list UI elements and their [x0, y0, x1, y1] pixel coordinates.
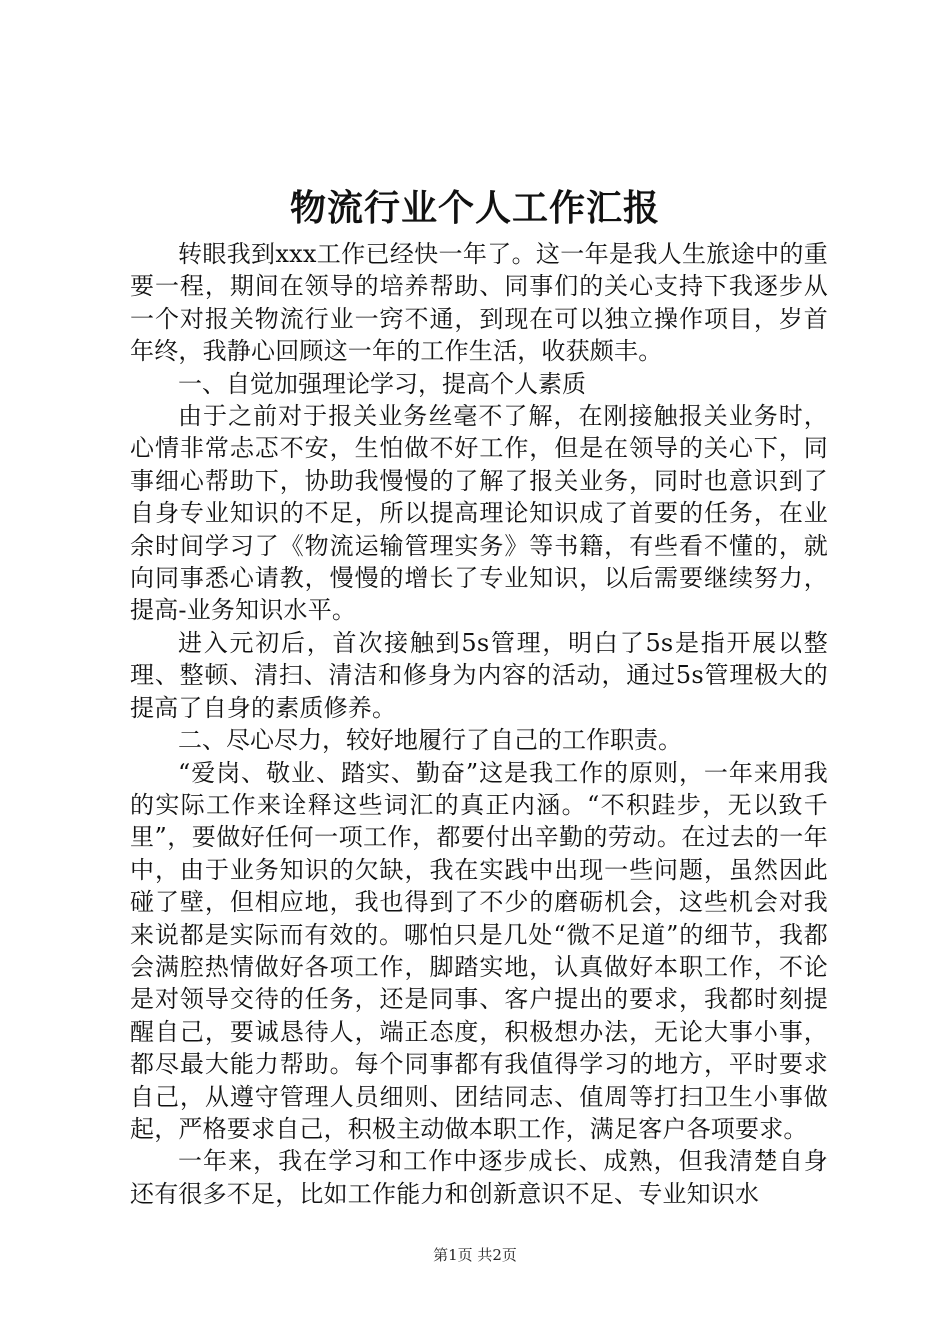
paragraph-duties: “爱岗、敬业、踏实、勤奋”这是我工作的原则，一年来用我的实际工作来诠释这些词汇的真正内涵。“不积跬步，无以致千里”，要做好任何一项工作，都要付出辛勤的劳动。在过去的一年中，由于业务知识的欠缺，我在实践中出现一些问题，虽然因此碰了壁，但相应地，我也得到了不少的磨砺机会，这些机会对我来说都是实际而有效的。哪怕只是几处“微不足道”的细节，我都会满腔热情做好各项工作，脚踏实地，认真做好本职工作，不论是对领导交待的任务，还是同事、客户提出的要求，我都时刻提醒自己，要诚恳待人，端正态度，积极想办法，无论大事小事，都尽最大能力帮助。每个同事都有我值得学习的地方，平时要求自己，从遵守管理人员细则、团结同志、值周等打扫卫生小事做起，严格要求自己，积极主动做本职工作，满足客户各项要求。: [130, 758, 828, 1143]
document-title: 物流行业个人工作汇报: [289, 187, 660, 229]
paragraph-5s: 进入元初后，首次接触到5s管理，明白了5s是指开展以整理、整顿、清扫、清洁和修身为内容的活动，通过5s管理极大的提高了自身的素质修养。: [130, 628, 828, 722]
document-body: [130, 238, 828, 1210]
section-heading-1: 一、自觉加强理论学习，提高个人素质: [178, 369, 586, 398]
paragraph-summary: 一年来，我在学习和工作中逐步成长、成熟，但我清楚自身还有很多不足，比如工作能力和创新意识不足、专业知识水: [130, 1147, 828, 1208]
paragraph-intro: 转眼我到xxx工作已经快一年了。这一年是我人生旅途中的重要一程，期间在领导的培养帮助、同事们的关心支持下我逐步从一个对报关物流行业一窍不通，到现在可以独立操作项目，岁首年终，我静心回顾这一年的工作生活，收获颇丰。: [130, 240, 828, 366]
page-footer: 第1页 共2页: [433, 1246, 517, 1264]
paragraph-study: 由于之前对于报关业务丝毫不了解，在刚接触报关业务时，心情非常忐忑不安，生怕做不好工作，但是在领导的关心下，同事细心帮助下，协助我慢慢的了解了报关业务，同时也意识到了自身专业知识的不足，所以提高理论知识成了首要的任务，在业余时间学习了《物流运输管理实务》等书籍，有些看不懂的，就向同事悉心请教，慢慢的增长了专业知识，以后需要继续努力，提高-业务知识水平。: [130, 402, 828, 625]
section-heading-2: 二、尽心尽力，较好地履行了自己的工作职责。: [178, 726, 682, 755]
